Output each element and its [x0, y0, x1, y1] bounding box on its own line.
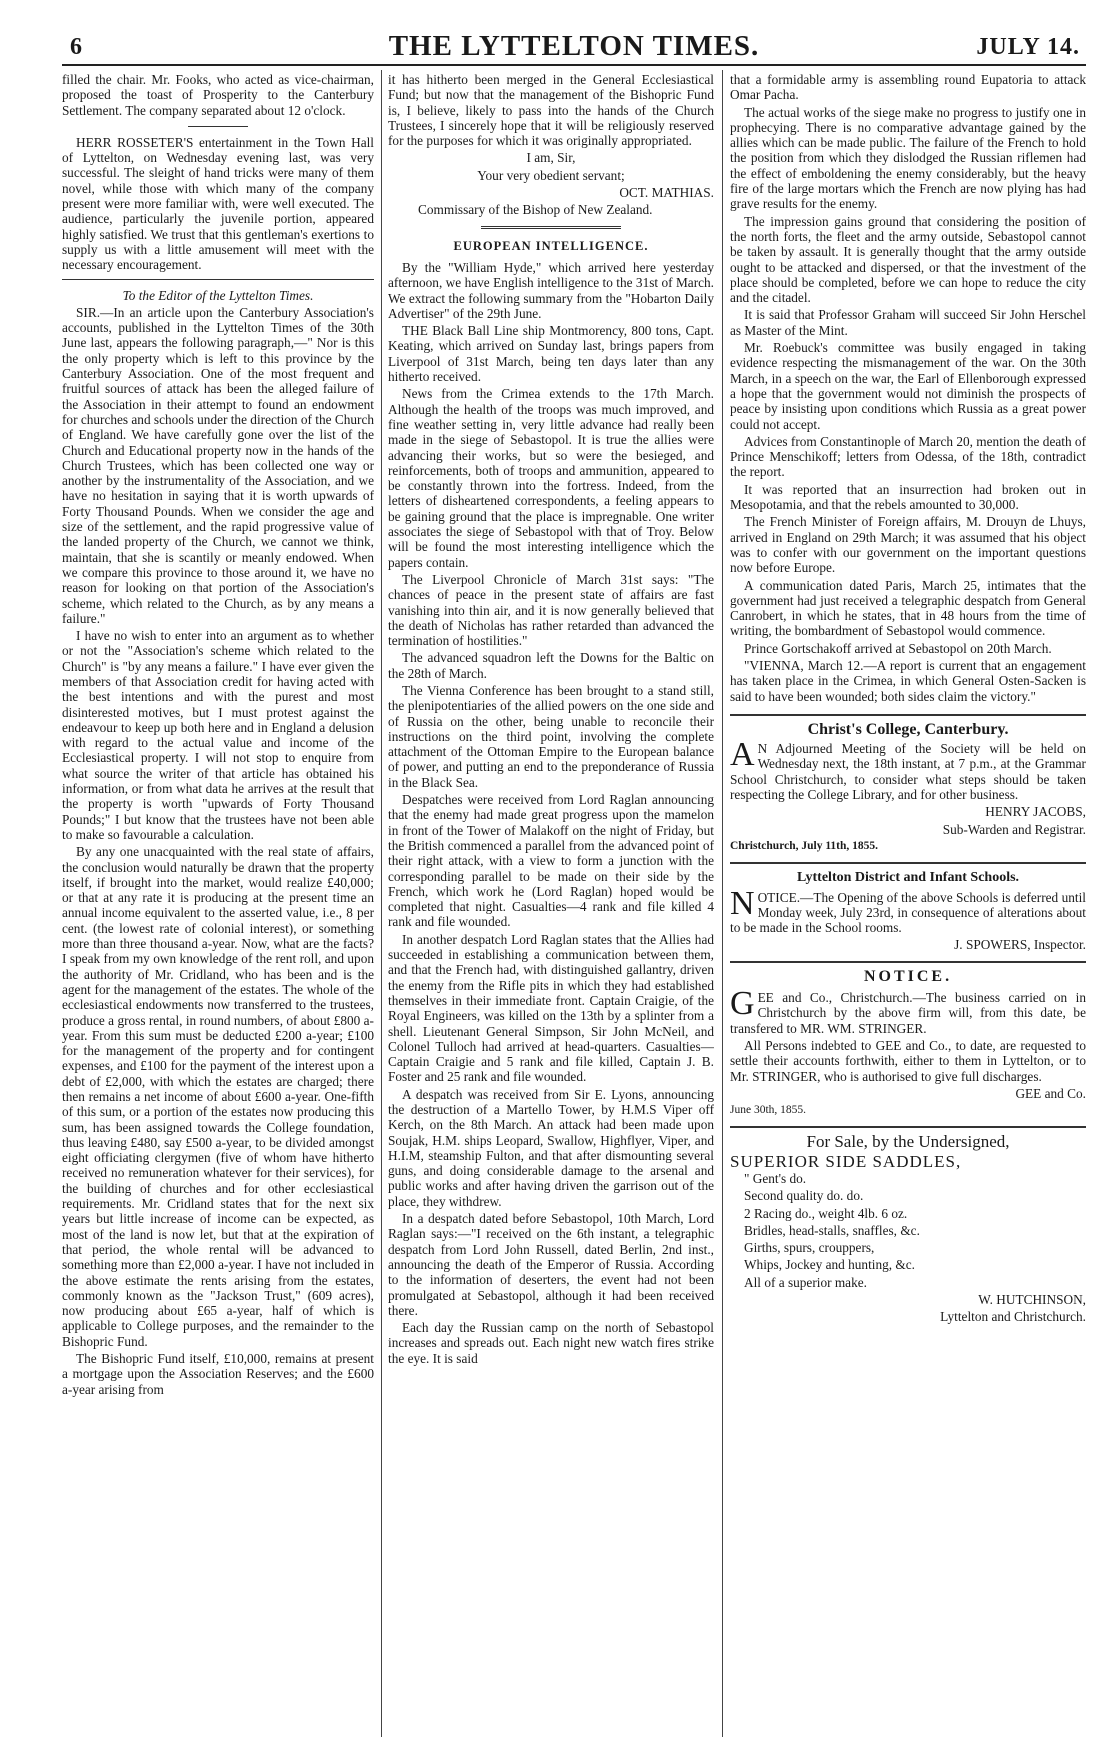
article-text: THE Black Ball Line ship Montmorency, 800 tons, Capt. Keating, which arrived on Sunday last, brings papers from Liverpool of 31st March, being ten days later than any hitherto received. — [388, 323, 714, 385]
ad-date: June 30th, 1855. — [730, 1104, 807, 1117]
ad-signature: GEE and Co. — [1015, 1085, 1086, 1101]
column-1 — [62, 72, 374, 1737]
advertisement-saddles — [730, 1134, 1086, 1324]
column-3 — [730, 72, 1086, 1737]
article-text: filled the chair. Mr. Fooks, who acted as vice-chairman, proposed the toast of Prosperity to the Canterbury Settlement. The company separated about 12 o'clock. — [62, 72, 374, 118]
article-text: A despatch was received from Sir E. Lyons, announcing the destruction of a Martello Tower, by H.M.S Viper off Kerch, on the 8th March. An attack had been made upon Soujak, H.M. ships Leopard, Swallow, Highflyer, Viper, and H.I.M, steamship Fulton, and that after dismounting several guns, and doing considerable damage to the arsenal and public works and after having driven the garrison out of the place, they withdrew. — [388, 1086, 714, 1209]
separator — [481, 226, 621, 229]
page-number: 6 — [70, 34, 82, 60]
ad-signature-title: Lyttelton and Christchurch. — [940, 1309, 1086, 1325]
column-rule — [381, 70, 382, 1737]
separator — [62, 279, 374, 280]
column-rule — [722, 70, 723, 1737]
issue-date: JULY 14. — [976, 34, 1080, 60]
masthead — [62, 30, 1086, 66]
advertisement-schools — [730, 870, 1086, 952]
article-text: It is said that Professor Graham will succeed Sir John Herschel as Master of the Mint. — [730, 307, 1086, 338]
section-heading: EUROPEAN INTELLIGENCE. — [453, 238, 649, 253]
letter-closing: I am, Sir, — [526, 150, 576, 166]
article-text: News from the Crimea extends to the 17th March. Although the health of the troops was much improved, and fine weather setting in, very little advance had really been made in the siege of Sebastopol. It is true the allies were advancing their works, but so were the besieged, and reinforcements, both of troops and ammunition, appeared to be constantly thrown into the fortress. Indeed, from the letters of disheartened correspondents, a feeling appears to be gaining ground that the place is impregnable. One writer associates the siege of Sebastopol with that of Troy. Below will be found the most interesting intelligence which the papers contain. — [388, 386, 714, 570]
separator — [730, 961, 1086, 963]
letter-signature: OCT. MATHIAS. — [619, 185, 714, 201]
ad-item: Second quality do. do. — [744, 1188, 864, 1204]
ad-body: All Persons indebted to GEE and Co., to date, are requested to settle their accounts forthwith, either to them in Lyttelton, or to Mr. STRINGER, who is authorised to give full discharges. — [730, 1037, 1086, 1084]
ad-signature-title: Sub-Warden and Registrar. — [942, 821, 1086, 837]
advertisement-notice — [730, 969, 1086, 1119]
ad-body: NOTICE.—The Opening of the above Schools is deferred until Monday week, July 23rd, in consequence of alterations about to be made in the School rooms. — [730, 884, 1086, 936]
article-text: HERR ROSSETER'S entertainment in the Town Hall of Lyttelton, on Wednesday evening last, was very successful. The sleight of hand tricks were many of them novel, while those with which many of the company present were more familiar with, were well executed. The audience, particularly the juvenile portion, appeared highly satisfied. We trust that this gentleman's exertions to supply us with a little amusement will meet with the necessary encouragement. — [62, 134, 374, 273]
letter-closing: Your very obedient servant; — [477, 167, 625, 183]
ad-signature: W. HUTCHINSON, — [978, 1292, 1086, 1308]
article-text: The Vienna Conference has been brought to a stand still, the plenipotentiaries of the allied powers on the one side and of Russia on the other, being unable to reconcile their instructions on the third point, involving the complete attachment of the Ottoman Empire to the European balance of power, and putting an end to the preponderance of Russia in the Black Sea. — [388, 682, 714, 790]
letter-text: SIR.—In an article upon the Canterbury Association's accounts, published in the Lyttelton Times of the 30th June last, appears the following paragraph,—" Nor is this the only property which is left to this province by the Canterbury Association. One of the most frequent and fruitful sources of attack has been the alleged failure of the Association in their attempt to found an endowment for churches and schools under the direction of the Church of England. We have carefully gone over the list of the Church and Educational property now in the hands of the Church Trustees, which has been collected one way or another by the instrumentality of the Association, and we have no hesitation in saying that it is worth upwards of Forty Thousand Pounds. When we consider the age and size of the settlement, and the rapid progressive value of the landed property of the Church, we cannot we think, maintain, that she is scantily or meanly endowed. When we compare this province to those around it, we have no reason for looking on that portion of the Association's scheme, which related to the Church, as by any means a failure." — [62, 304, 374, 626]
ad-body: GEE and Co., Christchurch.—The business carried on in Christchurch by the above firm will, from this date, be transfered to MR. WM. STRINGER. — [730, 985, 1086, 1036]
article-text: In a despatch dated before Sebastopol, 10th March, Lord Raglan says:—"I received on the 6th instant, a telegraphic despatch from Lord John Russell, dated Berlin, 2nd inst., announcing the death of the Emperor of Russia. According to the information of deserters, the event had not been promulgated at Sebastopol, although it had been received there. — [388, 1211, 714, 1318]
separator — [188, 126, 248, 127]
article-text: A communication dated Paris, March 25, intimates that the government had just received a telegraphic despatch from General Canrobert, in which he states, that in 48 hours from the time of writing, the bombardment of Sebastopol would commence. — [730, 577, 1086, 639]
article-text: Despatches were received from Lord Raglan announcing that the enemy had made great progress upon the mamelon in front of the Tower of Malakoff on the night of Friday, but the British commenced a parallel from the advanced point of their right attack, with a view to form a junction with the corresponding parallel to be made on their side by the French, which work he (Lord Raglan) hoped would be completed that night. Casualties—4 rank and file killed 4 rank and file wounded. — [388, 792, 714, 930]
ad-title: NOTICE. — [863, 967, 953, 985]
article-text: Prince Gortschakoff arrived at Sebastopol on 20th March. — [744, 640, 1052, 656]
letter-text: The Bishopric Fund itself, £10,000, remains at present a mortgage upon the Association Reserves; and the £600 a-year arising from — [62, 1351, 374, 1397]
ad-signature: J. SPOWERS, Inspector. — [954, 937, 1086, 953]
article-text: The advanced squadron left the Downs for the Baltic on the 28th of March. — [388, 650, 714, 681]
article-text: "VIENNA, March 12.—A report is current that an engagement has taken place in the Crimea, in which General Osten-Sacken is said to have been wounded; both sides claim the victory." — [730, 657, 1086, 704]
ad-headline: SUPERIOR SIDE SADDLES, — [730, 1151, 962, 1171]
article-text: Advices from Constantinople of March 20, mention the death of Prince Menschikoff; letters from Odessa, of the 18th, contradict the report. — [730, 433, 1086, 480]
ad-title: For Sale, by the Undersigned, — [806, 1132, 1010, 1152]
newspaper-title: THE LYTTELTON TIMES. — [388, 30, 760, 62]
letter-signature-title: Commissary of the Bishop of New Zealand. — [418, 202, 653, 218]
article-text: Each day the Russian camp on the north of Sebastopol increases and spreads out. Each night new watch fires strike the eye. It is said — [388, 1320, 714, 1366]
article-text: The Liverpool Chronicle of March 31st says: "The chances of peace in the present state of affairs are fast vanishing into thin air, and it is now generally believed that the death of Nicholas has rather retarded than advanced the termination of hostilities." — [388, 571, 714, 649]
article-text: The impression gains ground that considering the position of the north forts, the fleet and the army outside, Sebastopol cannot be taken by assault. It is generally thought that the army outside ought to be attacked and dispersed, or that the investment of the place should be completed, before we can hope to reduce the city and the citadel. — [730, 213, 1086, 306]
ad-signature: HENRY JACOBS, — [985, 804, 1086, 820]
ad-body: AN Adjourned Meeting of the Society will be held on Wednesday next, the 18th instant, at 7 p.m., at the Grammar School Christchurch, to consider what steps should be taken respecting the College Library, and for other business. — [730, 736, 1086, 803]
article-text: Mr. Roebuck's committee was busily engaged in taking evidence respecting the mismanagement of the war. On the 30th March, in a speech on the war, the Earl of Ellenborough expressed a hope that the government would not diminish the prospects of peace by insisting upon conditions which Russia as a great power could not accept. — [730, 340, 1086, 432]
ad-item: Whips, Jockey and hunting, &c. — [744, 1257, 915, 1273]
letter-text: I have no wish to enter into an argument as to whether or not the "Association's scheme which related to the Church" is "by any means a failure." I have ever given the members of that Association credit for having acted with the best intentions and with the purest and most disinterested motives, but I must protest against the endeavour to keep up both here and in England a delusion with regard to the actual value and income of the Ecclesiastical property. I will not stop to enquire from what source the writer of that article has obtained his information, or from what data he arrives at the result that the property is worth "upwards of Forty Thousand Pounds;" I but know that the trustees have not been able to make so favourable a calculation. — [62, 628, 374, 842]
letter-text: it has hitherto been merged in the General Ecclesiastical Fund; but now that the management of the Bishopric Fund is, I believe, likely to pass into the hands of the Church Trustees, I sincerely hope that it will be religiously reserved for the purposes for which it was originally appropriated. — [388, 72, 714, 149]
article-text: It was reported that an insurrection had broken out in Mesopotamia, and that the rebels amounted to 30,000. — [730, 481, 1086, 513]
separator — [730, 862, 1086, 864]
article-text: In another despatch Lord Raglan states that the Allies had succeeded in establishing a communication between them, and that the French had, with distinguished gallantry, driven the enemy from the Rifle pits in which they had established themselves in their immediate front. Captain Craigie, of the Royal Engineers, was killed on the 13th by a splinter from a shell. Lieutenant General Simpson, Sir John McNeil, and Colonel Tulloch had arrived at head-quarters. Casualties—Captain Craigie and 5 rank and file killed, Captain J. B. Foster and 25 rank and file wounded. — [388, 931, 714, 1085]
article-text: The actual works of the siege make no progress to justify one in prophecying. There is no comparative advantage gained by the allies which can be made public. The failure of the French to hold the position from which they dislodged the Russian riflemen had the effect of emboldening the enemy considerably, but the heavy fire of the large mortars which the French are now plying has had grave results for the enemy. — [730, 104, 1086, 212]
ad-title: Christ's College, Canterbury. — [807, 720, 1009, 738]
separator — [730, 1126, 1086, 1128]
ad-item: 2 Racing do., weight 4lb. 6 oz. — [744, 1205, 908, 1221]
separator — [730, 714, 1086, 716]
letter-heading: To the Editor of the Lyttelton Times. — [122, 287, 314, 303]
ad-date: Christchurch, July 11th, 1855. — [730, 839, 879, 852]
article-text: By the "William Hyde," which arrived here yesterday afternoon, we have English intelligence to the 31st of March. We extract the following summary from the "Hobarton Daily Advertiser" of the 29th June. — [388, 259, 714, 321]
article-text: that a formidable army is assembling round Eupatoria to attack Omar Pacha. — [730, 72, 1086, 103]
letter-text: By any one unacquainted with the real state of affairs, the conclusion would naturally be drawn that the property itself, if brought into the market, would realize £40,000; or that at any rate it is producing at the present time an annual income equivalent to the asserted value, i.e., 8 per cent. (the lowest rate of colonial interest), or something more than three thousand a-year. Now, what are the facts? I speak from my own knowledge of the rent roll, and upon the authority of Mr. Cridland, who has been and is the agent for the management of the estates. The whole of the ecclesiastical endowments now transferred to the trustees, produce a gross rental, in round numbers, of about £800 a-year. From this sum must be deducted £200 a-year; £100 for the management of the property and for contingent expenses, and £100 for the payment of the interest upon a debt of £2,000, with which the estates are charged; there then remains a net income of about £600 a-year. One-fifth of this sum, or a portion of the estates now producing this sum, has been assigned towards the College foundation, thus leaving £480, say £500 a-year, to be divided amongst eight officiating clergymen (five of whom have hitherto received no remuneration whatever for their services), for the building of churches and for other ecclesiastical requirements. Mr. Cridland states that for the next six years but little increase of income can be expected, as most of the land is now let, but that at the expiration of that period, the whole rental will be advanced to something more than £2,000 a-year. I have not included in the above estimate the rents arising from the estates, commonly known as the "Jackson Trust," (609 acres), now producing about £65 a-year, half of which is applicable to College purposes, and the remainder to the Bishopric Fund. — [62, 844, 374, 1349]
column-2 — [388, 72, 714, 1737]
ad-item: All of a superior make. — [744, 1274, 867, 1290]
article-text: The French Minister of Foreign affairs, M. Drouyn de Lhuys, arrived in England on 29th March; it was assumed that his object was to confer with our government on the important questions now before Europe. — [730, 514, 1086, 576]
ad-item: " Gent's do. — [744, 1171, 807, 1186]
ad-title: Lyttelton District and Infant Schools. — [796, 870, 1020, 886]
ad-item: Bridles, head-stalls, snaffles, &c. — [744, 1222, 920, 1238]
ad-item: Girths, spurs, crouppers, — [744, 1240, 875, 1256]
advertisement-college — [730, 722, 1086, 854]
